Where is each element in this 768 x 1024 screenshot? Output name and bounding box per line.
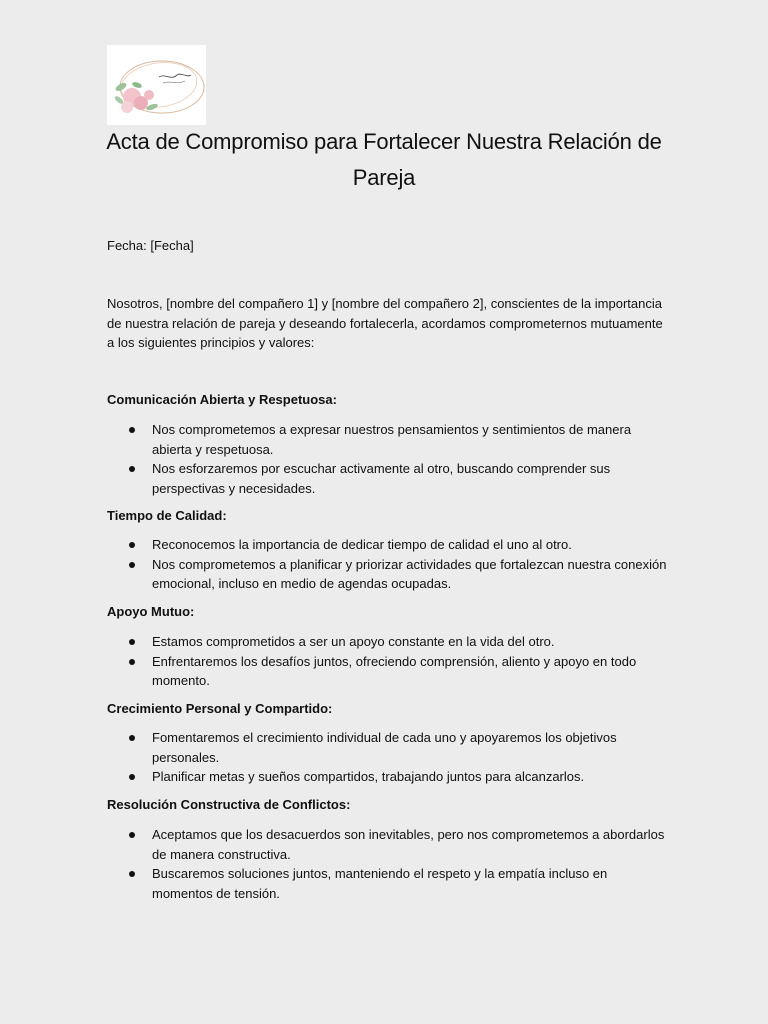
document-title: Acta de Compromiso para Fortalecer Nuestra Relación de Pareja (106, 129, 662, 190)
list-item-text: Nos comprometemos a planificar y priorizar actividades que fortalezcan nuestra conexión emocional, incluso en medio de agendas ocupadas. (152, 556, 667, 591)
section-heading-mutual-support: Apoyo Mutuo: (107, 604, 195, 619)
list-item (107, 652, 667, 691)
logo-image (107, 45, 206, 125)
section-list-quality-time (107, 535, 667, 594)
list-item-text: Planificar metas y sueños compartidos, trabajando juntos para alcanzarlos. (152, 769, 585, 784)
section-list-personal-growth (107, 728, 667, 787)
list-item (107, 459, 667, 498)
list-item-text: Reconocemos la importancia de dedicar tiempo de calidad el uno al otro. (152, 537, 572, 552)
list-item-text: Aceptamos que los desacuerdos son inevitables, pero nos comprometemos a abordarlos de manera constructiva. (152, 827, 665, 862)
section-heading-quality-time: Tiempo de Calidad: (107, 508, 227, 523)
list-item (107, 555, 667, 594)
bullet-icon (129, 542, 135, 548)
bullet-icon (129, 871, 135, 877)
list-item-text: Fomentaremos el crecimiento individual de cada uno y apoyaremos los objetivos personales. (152, 730, 617, 765)
list-item (107, 420, 667, 459)
bullet-icon (129, 639, 135, 645)
section-list-conflict-resolution (107, 825, 667, 903)
bullet-icon (129, 774, 135, 780)
list-item (107, 864, 667, 903)
section-heading-communication: Comunicación Abierta y Respetuosa: (107, 392, 337, 407)
list-item-text: Enfrentaremos los desafíos juntos, ofreciendo comprensión, aliento y apoyo en todo momento. (152, 653, 637, 688)
section-list-mutual-support (107, 632, 667, 691)
floral-logo-icon (107, 45, 206, 125)
date-line: Fecha: [Fecha] (107, 238, 194, 253)
bullet-icon (129, 832, 135, 838)
list-item-text: Nos esforzaremos por escuchar activamente al otro, buscando comprender sus perspectivas y necesidades. (152, 461, 611, 496)
bullet-icon (129, 562, 135, 568)
section-list-communication (107, 420, 667, 498)
bullet-icon (129, 735, 135, 741)
intro-paragraph: Nosotros, [nombre del compañero 1] y [nombre del compañero 2], conscientes de la importancia de nuestra relación de pareja y deseando fortalecerla, acordamos comprometernos mutuamente a los siguientes principios y valores: (107, 296, 663, 350)
bullet-icon (129, 659, 135, 665)
list-item-text: Buscaremos soluciones juntos, manteniendo el respeto y la empatía incluso en momentos de tensión. (152, 866, 608, 901)
list-item (107, 728, 667, 767)
list-item (107, 767, 667, 787)
section-heading-conflict-resolution: Resolución Constructiva de Conflictos: (107, 797, 351, 812)
list-item-text: Nos comprometemos a expresar nuestros pensamientos y sentimientos de manera abierta y respetuosa. (152, 422, 632, 457)
list-item (107, 632, 667, 652)
bullet-icon (129, 466, 135, 472)
list-item (107, 535, 667, 555)
bullet-icon (129, 427, 135, 433)
section-heading-personal-growth: Crecimiento Personal y Compartido: (107, 701, 333, 716)
list-item (107, 825, 667, 864)
list-item-text: Estamos comprometidos a ser un apoyo constante en la vida del otro. (152, 634, 555, 649)
